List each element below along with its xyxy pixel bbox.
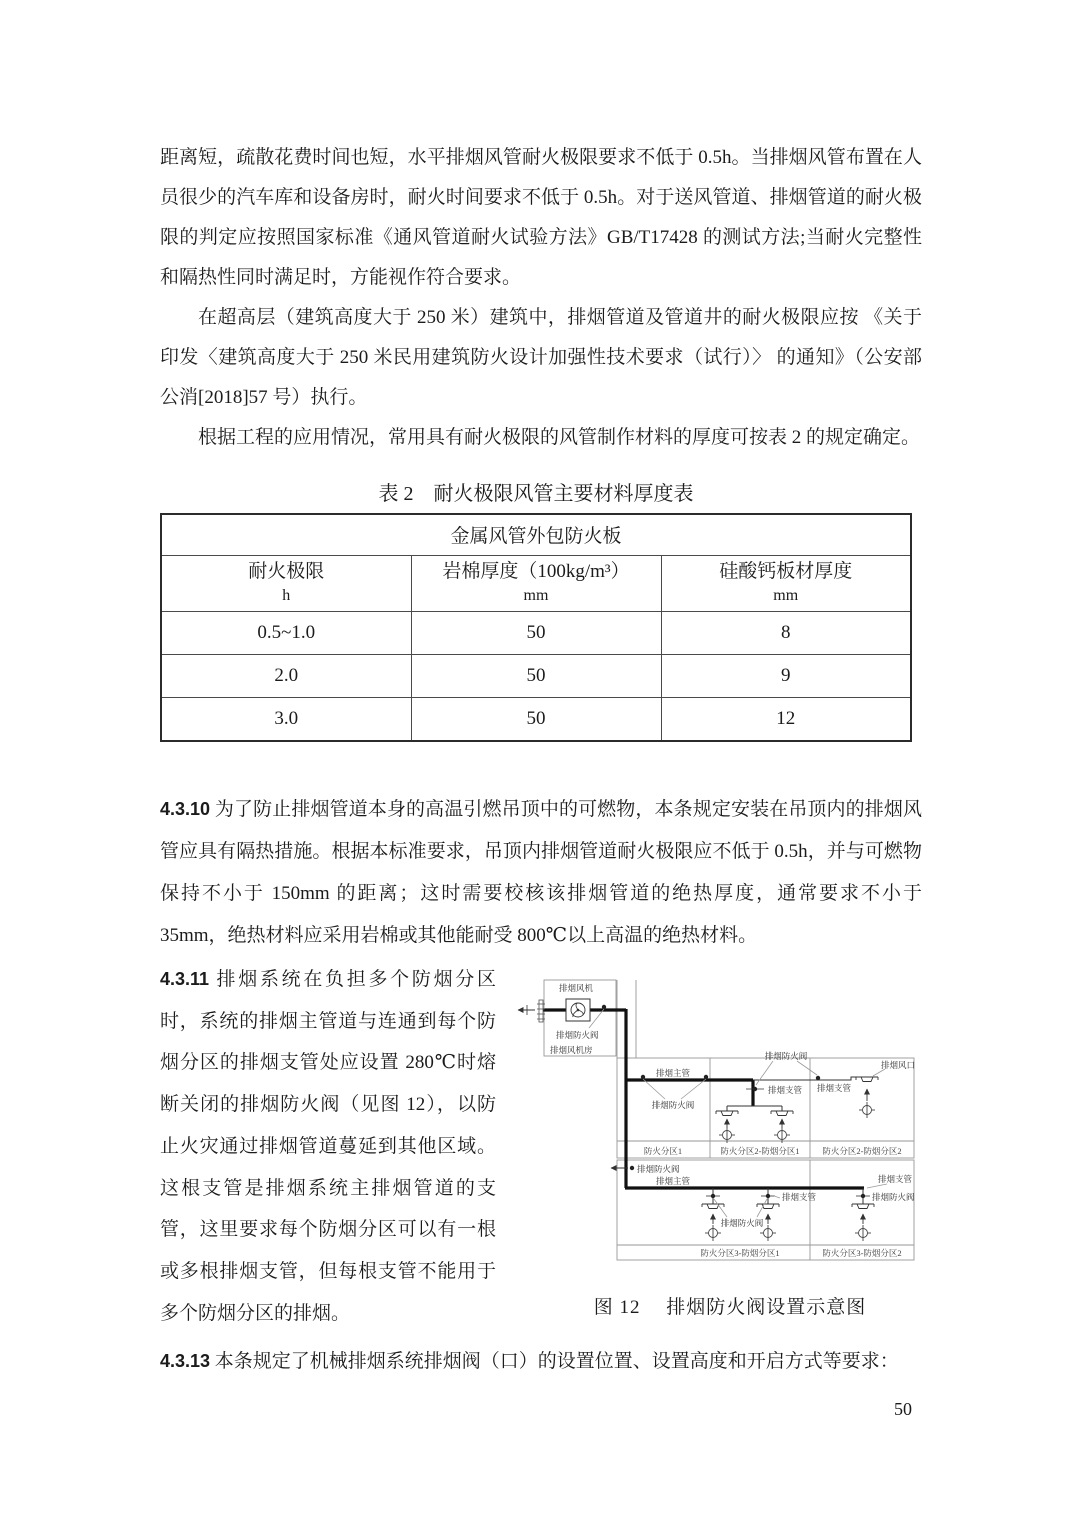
table-row: [161, 611, 911, 654]
col-header-rockwool: 岩棉厚度（100kg/m³） mm: [411, 555, 661, 611]
branch-ducts: [713, 1077, 863, 1204]
cell-rating: 2.0: [161, 654, 411, 697]
section-4-3-10: [160, 788, 922, 957]
section-number: 4.3.13: [160, 1351, 211, 1371]
upper-branch-damper-label: 排烟防火阀: [764, 1051, 808, 1061]
lower-branch-label: 排烟支管: [782, 1192, 817, 1202]
lower-right-damper-label: 排烟防火阀: [872, 1192, 915, 1202]
cell-rockwool: 50: [411, 654, 661, 697]
table-merged-header-row: [161, 514, 911, 555]
cell-rockwool: 50: [411, 611, 661, 654]
outlet-label: 排烟风口: [881, 1060, 916, 1070]
col-header-calcium-silicate: 硅酸钙板材厚度 mm: [661, 555, 911, 611]
page-number: 50: [894, 1399, 912, 1419]
zone-3-2-label: 防火分区3-防烟分区2: [822, 1248, 902, 1258]
cell-rating: 0.5~1.0: [161, 611, 411, 654]
col-header-fire-rating: 耐火极限 h: [161, 555, 411, 611]
upper-right-branch-label: 排烟支管: [817, 1083, 852, 1093]
lower-left-damper-label: 排烟防火阀: [637, 1164, 680, 1174]
table-header-row: [161, 555, 911, 611]
fan-room-damper-label: 排烟防火阀: [556, 1030, 599, 1040]
table-merged-header: 金属风管外包防火板: [161, 514, 911, 555]
upper-branch-label: 排烟支管: [768, 1085, 803, 1095]
fan-label: 排烟风机: [559, 983, 594, 993]
thickness-table: [160, 513, 912, 742]
figure-smoke-damper-schematic: [505, 958, 955, 1319]
lower-right-branch-label: 排烟支管: [877, 1174, 913, 1184]
zone-3-1-label: 防火分区3-防烟分区1: [700, 1248, 780, 1258]
table-row: [161, 654, 911, 697]
section-text: 为了防止排烟管道本身的高温引燃吊顶中的可燃物，本条规定安装在吊顶内的排烟风管应具有隔热措施。根据本标准要求，吊顶内排烟管道耐火极限应不低于 0.5h，并与可燃物保持不小于 150mm 的距离；这时需要校核该排烟管道的绝热厚度，通常要求不小于 35mm，绝热材料应采用岩棉或其他能耐受 800℃以上高温的绝热材料。: [160, 799, 922, 946]
zone-2-1-label: 防火分区2-防烟分区1: [720, 1146, 800, 1156]
cell-board: 8: [661, 611, 911, 654]
section-text: 本条规定了机械排烟系统排烟阀（口）的设置位置、设置高度和开启方式等要求：: [214, 1351, 899, 1372]
paragraph-table-intro: 根据工程的应用情况，常用具有耐火极限的风管制作材料的厚度可按表 2 的规定确定。: [198, 427, 921, 448]
upper-main-damper-label: 排烟防火阀: [651, 1100, 695, 1110]
table-title: 表 2 耐火极限风管主要材料厚度表: [378, 483, 694, 505]
paragraph-superhighrise: 在超高层（建筑高度大于 250 米）建筑中，排烟管道及管道井的耐火极限应按 《关于印发〈建筑高度大于 250 米民用建筑防火设计加强性技术要求（试行）〉 的通知》（公安部公消[2018]57 号）执行。: [160, 307, 922, 408]
upper-main-duct-label: 排烟主管: [655, 1068, 691, 1078]
lower-mid-damper-label: 排烟防火阀: [720, 1218, 764, 1228]
figure-caption: 图 12 排烟防火阀设置示意图: [593, 1297, 867, 1318]
lower-main-duct-label: 排烟主管: [655, 1176, 691, 1186]
table-row: [161, 697, 911, 741]
cell-board: 12: [661, 697, 911, 741]
smoke-damper-diagram: [505, 958, 955, 1280]
section-4-3-11: [160, 959, 496, 1334]
section-number: 4.3.10: [160, 799, 211, 819]
main-text-block: [160, 138, 922, 458]
zone-1-label: 防火分区1: [643, 1146, 683, 1156]
cell-board: 9: [661, 654, 911, 697]
zone-2-2-label: 防火分区2-防烟分区2: [822, 1146, 902, 1156]
cell-rating: 3.0: [161, 697, 411, 741]
airflow-arrows: [713, 1089, 867, 1224]
cell-rockwool: 50: [411, 697, 661, 741]
section-number: 4.3.11: [160, 969, 210, 989]
fan-room-label: 排烟风机房: [550, 1045, 593, 1055]
section-4-3-13: [160, 1340, 930, 1383]
paragraph-continuation: 距离短，疏散花费时间也短，水平排烟风管耐火极限要求不低于 0.5h。当排烟风管布置在人员很少的汽车库和设备房时，耐火时间要求不低于 0.5h。对于送风管道、排烟管道的耐火极限的判定应按照国家标准《通风管道耐火试验方法》GB/T17428 的测试方法;当耐火完整性和隔热性同时满足时，方能视作符合要求。: [160, 147, 922, 288]
section-text: 排烟系统在负担多个防烟分区时，系统的排烟主管道与连通到每个防烟分区的排烟支管处应设置 280℃时熔断关闭的排烟防火阀（见图 12），以防止火灾通过排烟管道蔓延到其他区域。这根支管是排烟系统主排烟管道的支管，这里要求每个防烟分区可以有一根或多根排烟支管，但每根支管不能用于多个防烟分区的排烟。: [160, 969, 496, 1324]
